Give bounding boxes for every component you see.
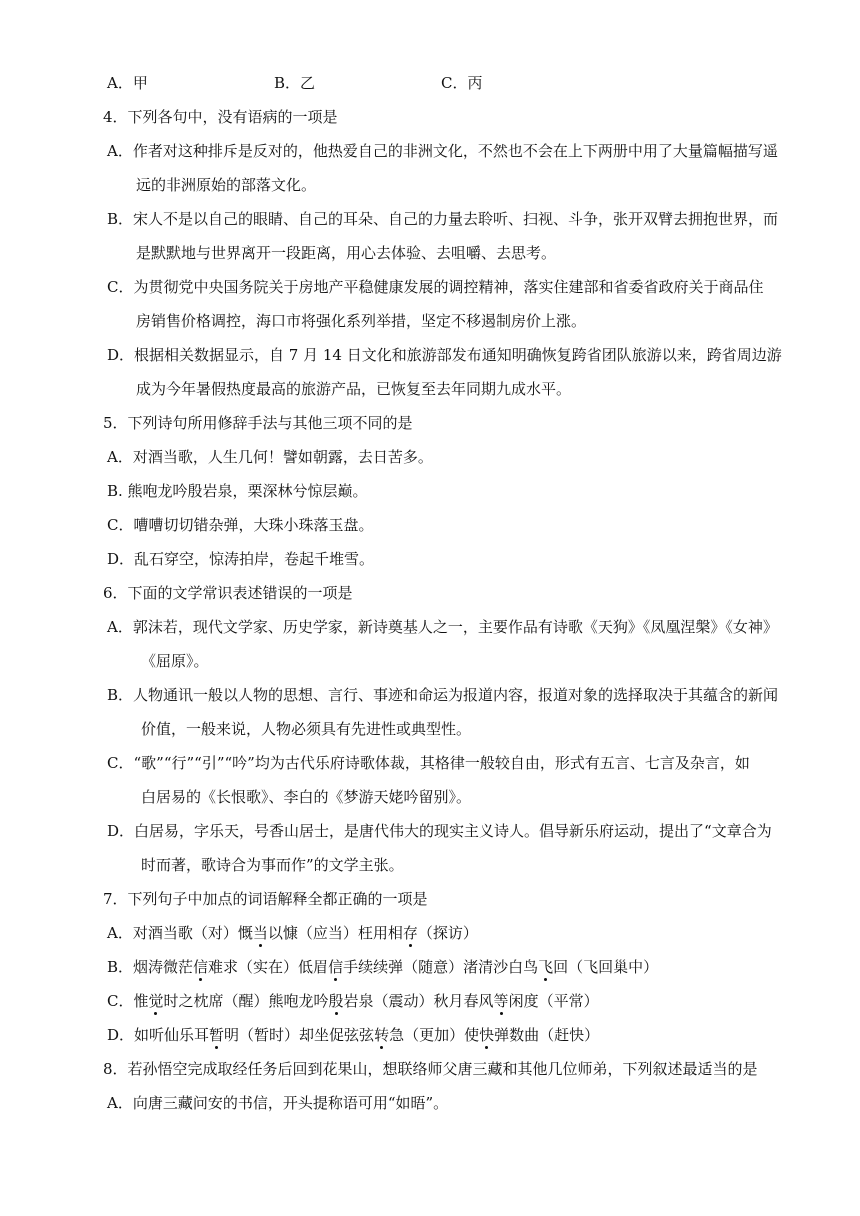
q5-stem: 5．下列诗句所用修辞手法与其他三项不同的是 — [103, 414, 413, 432]
q7-d-text: 急（更加）使 — [389, 1026, 480, 1044]
q7-b-dotted-word: 信 — [193, 958, 209, 976]
q7-c-text: 闲度（平常） — [508, 992, 599, 1010]
q8-option-a: A．向唐三藏问安的书信，开头提称语可用“如晤”。 — [107, 1094, 449, 1112]
q7-a-text: 以慷（应当）枉用相 — [267, 924, 403, 942]
q7-a-dotted-word: 当 — [252, 924, 268, 942]
q7-b-text: B．烟涛微茫 — [107, 958, 194, 976]
q7-c-dotted-word: 殷 — [328, 992, 344, 1010]
q7-b-text: 手续续弹（随意）渚清沙白鸟 — [343, 958, 539, 976]
q3-option-a: A．甲 — [107, 74, 148, 92]
q7-stem: 7．下列句子中加点的词语解释全都正确的一项是 — [103, 890, 428, 908]
q7-b-text: 难求（实在）低眉 — [208, 958, 329, 976]
q6-option-d-line1: D．白居易，字乐天，号香山居士，是唐代伟大的现实主义诗人。倡导新乐府运动，提出了“文章合为 — [107, 822, 772, 840]
q6-option-b-line2: 价值，一般来说，人物必须具有先进性或典型性。 — [141, 720, 472, 738]
q6-option-b-line1: B．人物通讯一般以人物的思想、言行、事迹和命运为报道内容，报道对象的选择取决于其蕴含的新闻 — [107, 686, 779, 704]
q8-stem: 8．若孙悟空完成取经任务后回到花果山，想联络师父唐三藏和其他几位师弟，下列叙述最适当的是 — [103, 1060, 758, 1078]
q5-option-a: A．对酒当歌，人生几何！譬如朝露，去日苦多。 — [107, 448, 433, 466]
q4-option-a-line2: 远的非洲原始的部落文化。 — [136, 176, 317, 194]
q4-option-d-line2: 成为今年暑假热度最高的旅游产品，已恢复至去年同期九成水平。 — [136, 380, 572, 398]
q6-stem: 6．下面的文学常识表述错误的一项是 — [103, 584, 353, 602]
q7-c-text: 岩泉（震动）秋月春风 — [343, 992, 494, 1010]
q4-option-b-line1: B．宋人不是以自己的眼睛、自己的耳朵、自己的力量去聆听、扫视、斗争，张开双臂去拥抱世界，而 — [107, 210, 779, 228]
q3-option-b: B．乙 — [274, 74, 316, 92]
q6-option-a-line1: A．郭沫若，现代文学家、历史学家，新诗奠基人之一，主要作品有诗歌《天狗》《凤凰涅槃》《女神》 — [107, 618, 778, 636]
q6-option-c-line1: C．“歌”“行”“引”“吟”均为古代乐府诗歌体裁，其格律一般较自由，形式有五言、七言及杂言，如 — [107, 754, 750, 772]
q4-option-a-line1: A．作者对这种排斥是反对的，他热爱自己的非洲文化，不然也不会在上下两册中用了大量篇幅描写遥 — [107, 142, 778, 160]
q6-option-a-line2: 《屈原》。 — [141, 652, 209, 670]
q7-b-dotted-word: 信 — [328, 958, 344, 976]
q7-option-a — [107, 923, 478, 943]
q7-d-text: 弹数曲（赶快） — [494, 1026, 600, 1044]
q5-option-d: D．乱石穿空，惊涛拍岸，卷起千堆雪。 — [107, 550, 375, 568]
q3-option-c: C．丙 — [441, 74, 483, 92]
q7-b-text: 回（飞回巢中） — [553, 958, 659, 976]
q7-option-c — [107, 991, 599, 1011]
q7-a-text: （探访） — [417, 924, 478, 942]
q5-option-c: C．嘈嘈切切错杂弹，大珠小珠落玉盘。 — [107, 516, 374, 534]
q4-option-c-line1: C．为贯彻党中央国务院关于房地产平稳健康发展的调控精神，落实住建部和省委省政府关于商品住 — [107, 278, 764, 296]
q4-option-d-line1: D．根据相关数据显示，自 7 月 14 日文化和旅游部发布通知明确恢复跨省团队旅游以来，跨省周边游 — [107, 346, 782, 364]
q7-d-dotted-word: 快 — [479, 1026, 495, 1044]
q5-option-b: B. 熊咆龙吟殷岩泉，栗深林兮惊层巅。 — [107, 482, 368, 500]
q7-option-d — [107, 1025, 599, 1045]
q6-option-c-line2: 白居易的《长恨歌》、李白的《梦游天姥吟留别》。 — [141, 788, 472, 806]
q7-d-text: D．如听仙乐耳 — [107, 1026, 210, 1044]
q7-a-text: A．对酒当歌（对）慨 — [107, 924, 253, 942]
q7-option-b — [107, 957, 658, 977]
q7-c-dotted-word: 等 — [493, 992, 509, 1010]
q7-d-text: 明（暂时）却坐促弦弦 — [224, 1026, 375, 1044]
q7-c-dotted-word: 觉 — [148, 992, 164, 1010]
q7-c-text: C．惟 — [107, 992, 149, 1010]
q7-d-dotted-word: 转 — [374, 1026, 390, 1044]
q7-d-dotted-word: 暂 — [209, 1026, 225, 1044]
q4-option-c-line2: 房销售价格调控，海口市将强化系列举措，坚定不移遏制房价上涨。 — [136, 312, 587, 330]
q7-b-dotted-word: 飞 — [538, 958, 554, 976]
q7-a-dotted-word: 存 — [402, 924, 418, 942]
q6-option-d-line2: 时而著，歌诗合为事而作”的文学主张。 — [141, 856, 404, 874]
q4-option-b-line2: 是默默地与世界离开一段距离，用心去体验、去咀嚼、去思考。 — [136, 244, 557, 262]
q7-c-text: 时之枕席（醒）熊咆龙吟 — [163, 992, 329, 1010]
q4-stem: 4．下列各句中，没有语病的一项是 — [103, 108, 338, 126]
